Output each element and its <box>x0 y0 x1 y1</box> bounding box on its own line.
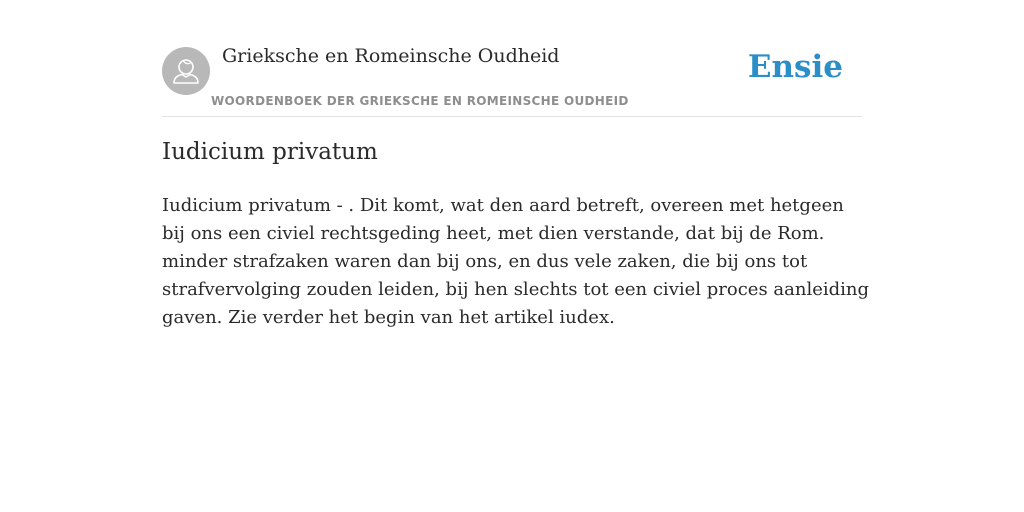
user-placeholder-icon <box>162 47 210 95</box>
avatar[interactable] <box>162 47 210 95</box>
source-title-link[interactable]: Grieksche en Romeinsche Oudheid <box>222 45 560 67</box>
source-header <box>162 0 862 117</box>
ensie-logo[interactable]: Ensie <box>747 49 843 85</box>
article-title: Iudicium privatum <box>162 139 378 165</box>
source-subtitle-link[interactable]: WOORDENBOEK DER GRIEKSCHE EN ROMEINSCHE OUDHEID <box>211 94 629 108</box>
article-body: Iudicium privatum - . Dit komt, wat den aard betreft, overeen met hetgeen bij ons een civiel rechtsgeding heet, met dien verstande, dat bij de Rom. minder strafzaken waren dan bij ons, en dus vele zaken, die bij ons tot strafvervolging zouden leiden, bij hen slechts tot een civiel proces aanleiding gaven. Zie verder het begin van het artikel iudex. <box>162 195 870 328</box>
